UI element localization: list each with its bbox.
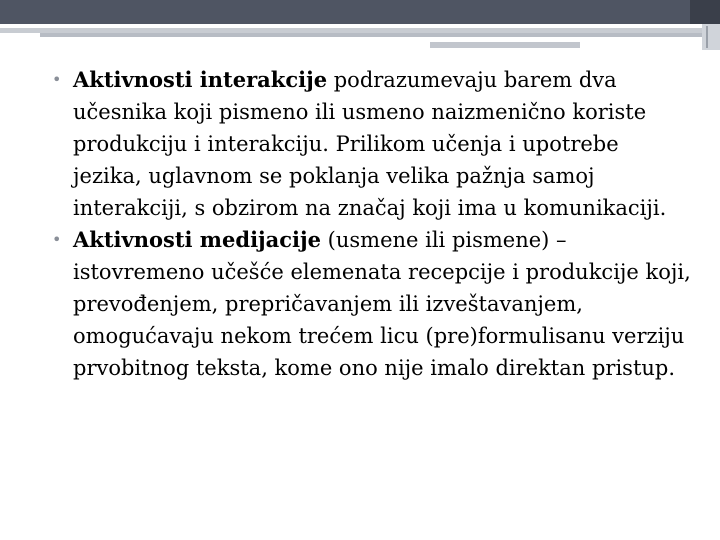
- definition-interaction: podrazumevaju barem dva učesnika koji pismeno ili usmeno naizmenično koriste produkciju i interakciju. Prilikom učenja i upotrebe jezika, uglavnom se poklanja velika pažnja samoj interakciji, s obzirom na značaj koji ima u komunikaciji.: [73, 68, 667, 220]
- term-mediation: Aktivnosti medijacije: [73, 227, 321, 252]
- bullet-mediation: [52, 224, 692, 384]
- decorative-stripe-short: [430, 42, 580, 48]
- term-interaction: Aktivnosti interakcije: [73, 67, 328, 92]
- definition-mediation: (usmene ili pismene) – istovremeno učešće elemenata recepcije i produkcije koji, prevođenjem, prepričavanjem ili izveštavanjem, omogućavaju nekom trećem licu (pre)formulisanu verziju prvobitnog teksta, kome ono nije imalo direktan pristup.: [73, 228, 691, 380]
- bullet-interaction: [52, 64, 692, 224]
- decorative-side-line: [706, 26, 708, 48]
- bullet-icon: •: [52, 230, 62, 249]
- header-band-accent: [690, 0, 720, 24]
- decorative-stripe-mid: [40, 33, 720, 37]
- slide-body: [52, 64, 692, 384]
- header-band: [0, 0, 720, 24]
- decorative-side-strip: [702, 24, 720, 50]
- bullet-icon: •: [52, 70, 62, 89]
